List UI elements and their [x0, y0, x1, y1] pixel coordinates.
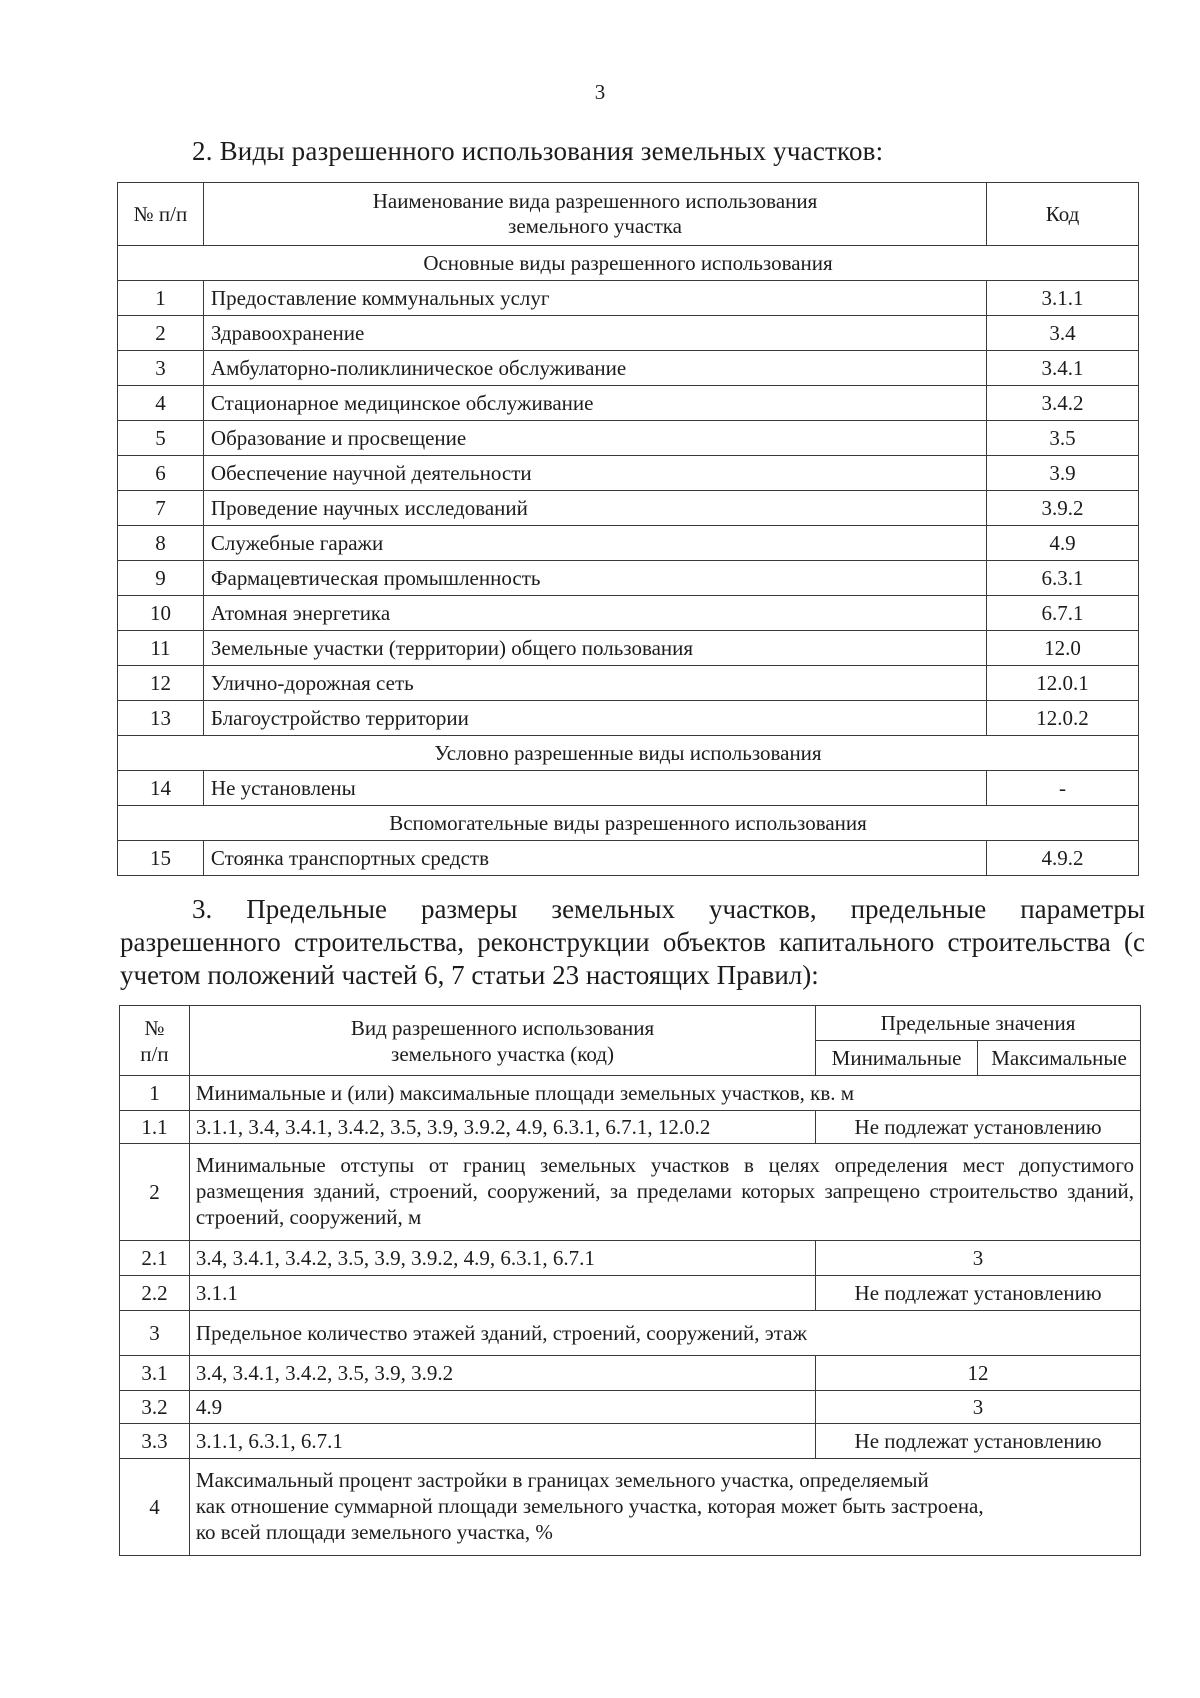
row-num: 13 — [118, 701, 204, 736]
row-name: Атомная энергетика — [203, 596, 986, 631]
table-row — [118, 631, 1139, 666]
row-name: Стоянка транспортных средств — [203, 841, 986, 876]
row-name: Здравоохранение — [203, 316, 986, 351]
row-code: 3.5 — [987, 421, 1139, 456]
limits-table — [119, 1005, 1141, 1556]
row-name: Не установлены — [203, 771, 986, 806]
row-name: Образование и просвещение — [203, 421, 986, 456]
row-name: Проведение научных исследований — [203, 491, 986, 526]
row-text: Минимальные отступы от границ земельных участков в целях определения мест допустимого размещения зданий, строений, сооружений, за пределами которых запрещено строительство зданий, строений, сооружений, м — [189, 1144, 1140, 1241]
row-codes: 3.4, 3.4.1, 3.4.2, 3.5, 3.9, 3.9.2, 4.9, 6.3.1, 6.7.1 — [189, 1241, 815, 1276]
row-code: 3.4.2 — [987, 386, 1139, 421]
table-row — [118, 841, 1139, 876]
table-row — [118, 386, 1139, 421]
row-num: 1 — [120, 1076, 190, 1111]
row-value: Не подлежат установлению — [816, 1111, 1141, 1144]
header-code: Код — [987, 183, 1139, 246]
table-row — [120, 1356, 1141, 1391]
limits-header-num — [120, 1006, 190, 1076]
limits-header-type — [189, 1006, 815, 1076]
table-row — [118, 771, 1139, 806]
table-row — [118, 456, 1139, 491]
table-row — [118, 701, 1139, 736]
row-text-line1: Максимальный процент застройки в границах земельного участка, определяемый — [195, 1468, 929, 1492]
row-num: 11 — [118, 631, 204, 666]
row-num: 2 — [120, 1144, 190, 1241]
row-codes: 4.9 — [189, 1391, 815, 1424]
table-row — [118, 281, 1139, 316]
row-num: 2.2 — [120, 1276, 190, 1311]
limits-header-row-1 — [120, 1006, 1141, 1041]
table-row — [120, 1111, 1141, 1144]
table-row — [120, 1276, 1141, 1311]
page-number: 3 — [594, 80, 606, 104]
row-num: 3 — [118, 351, 204, 386]
limits-header-max: Максимальные — [978, 1041, 1141, 1076]
row-value: Не подлежат установлению — [816, 1276, 1141, 1311]
row-num: 15 — [118, 841, 204, 876]
row-text: Предельное количество этажей зданий, строений, сооружений, этаж — [189, 1311, 1140, 1356]
row-code: 3.4.1 — [987, 351, 1139, 386]
header-name-line2: земельного участка — [508, 214, 682, 238]
header-name — [203, 183, 986, 246]
row-name: Служебные гаражи — [203, 526, 986, 561]
table-row — [120, 1076, 1141, 1111]
row-code: 4.9.2 — [987, 841, 1139, 876]
table-row — [120, 1391, 1141, 1424]
row-name: Фармацевтическая промышленность — [203, 561, 986, 596]
row-num: 1.1 — [120, 1111, 190, 1144]
row-code: 3.9.2 — [987, 491, 1139, 526]
row-value: Не подлежат установлению — [816, 1424, 1141, 1459]
row-text — [189, 1459, 1140, 1556]
row-num: 2.1 — [120, 1241, 190, 1276]
header-name-line1: Наименование вида разрешенного использования — [372, 189, 818, 213]
row-code: 3.9 — [987, 456, 1139, 491]
limits-header-type-line2: земельного участка (код) — [391, 1041, 614, 1066]
row-text-line3: ко всей площади земельного участка, % — [195, 1520, 553, 1544]
row-codes: 3.1.1 — [189, 1276, 815, 1311]
row-code: 12.0 — [987, 631, 1139, 666]
table-row — [118, 666, 1139, 701]
row-name: Улично-дорожная сеть — [203, 666, 986, 701]
table-row — [120, 1311, 1141, 1356]
row-name: Стационарное медицинское обслуживание — [203, 386, 986, 421]
table-row — [118, 561, 1139, 596]
row-name: Предоставление коммунальных услуг — [203, 281, 986, 316]
row-name: Амбулаторно-поликлиническое обслуживание — [203, 351, 986, 386]
row-codes: 3.4, 3.4.1, 3.4.2, 3.5, 3.9, 3.9.2 — [189, 1356, 815, 1391]
limits-header-type-line1: Вид разрешенного использования — [350, 1015, 655, 1040]
row-code: 12.0.2 — [987, 701, 1139, 736]
table-row — [118, 421, 1139, 456]
row-code: 6.3.1 — [987, 561, 1139, 596]
row-code: - — [987, 771, 1139, 806]
row-name: Обеспечение научной деятельности — [203, 456, 986, 491]
limits-header-values: Предельные значения — [816, 1006, 1141, 1041]
row-num: 14 — [118, 771, 204, 806]
row-num: 9 — [118, 561, 204, 596]
row-num: 2 — [118, 316, 204, 351]
table-row — [118, 351, 1139, 386]
row-num: 5 — [118, 421, 204, 456]
table-row — [118, 526, 1139, 561]
group-row-conditional — [118, 736, 1139, 771]
section-2-heading: 2. Виды разрешенного использования земельных участков: — [192, 136, 884, 166]
header-num: № п/п — [118, 183, 204, 246]
row-name: Благоустройство территории — [203, 701, 986, 736]
row-num: 7 — [118, 491, 204, 526]
row-num: 6 — [118, 456, 204, 491]
table-row — [120, 1241, 1141, 1276]
limits-header-min: Минимальные — [816, 1041, 978, 1076]
limits-header-num-line2: п/п — [140, 1041, 169, 1066]
table-row — [118, 316, 1139, 351]
row-name: Земельные участки (территории) общего пользования — [203, 631, 986, 666]
table-row — [118, 491, 1139, 526]
row-codes: 3.1.1, 6.3.1, 6.7.1 — [189, 1424, 815, 1459]
group-title-conditional: Условно разрешенные виды использования — [118, 736, 1139, 771]
row-codes: 3.1.1, 3.4, 3.4.1, 3.4.2, 3.5, 3.9, 3.9.2, 4.9, 6.3.1, 6.7.1, 12.0.2 — [189, 1111, 815, 1144]
section-3-paragraph-line1: 3. Предельные размеры земельных участков, предельные параметры — [192, 894, 1145, 924]
table-header-row — [118, 183, 1139, 246]
group-title-auxiliary: Вспомогательные виды разрешенного использования — [118, 806, 1139, 841]
row-num: 4 — [118, 386, 204, 421]
group-row-auxiliary — [118, 806, 1139, 841]
row-value: 3 — [816, 1391, 1141, 1424]
row-num: 8 — [118, 526, 204, 561]
table-row — [120, 1459, 1141, 1556]
limits-header-num-line1: № — [144, 1015, 165, 1040]
row-num: 10 — [118, 596, 204, 631]
table-row — [118, 596, 1139, 631]
table-row — [120, 1144, 1141, 1241]
row-num: 3.3 — [120, 1424, 190, 1459]
table-row — [120, 1424, 1141, 1459]
row-value: 3 — [816, 1241, 1141, 1276]
row-text-line2: как отношение суммарной площади земельного участка, которая может быть застроена, — [195, 1494, 984, 1518]
row-num: 1 — [118, 281, 204, 316]
group-title-main: Основные виды разрешенного использования — [118, 246, 1139, 281]
section-3-paragraph — [120, 893, 1145, 992]
row-num: 3.1 — [120, 1356, 190, 1391]
row-num: 4 — [120, 1459, 190, 1556]
permitted-use-table — [117, 182, 1139, 876]
row-code: 3.1.1 — [987, 281, 1139, 316]
row-code: 3.4 — [987, 316, 1139, 351]
group-row-main — [118, 246, 1139, 281]
row-code: 12.0.1 — [987, 666, 1139, 701]
row-code: 6.7.1 — [987, 596, 1139, 631]
row-num: 12 — [118, 666, 204, 701]
row-value: 12 — [816, 1356, 1141, 1391]
row-num: 3.2 — [120, 1391, 190, 1424]
row-num: 3 — [120, 1311, 190, 1356]
row-text: Минимальные и (или) максимальные площади земельных участков, кв. м — [189, 1076, 1140, 1111]
section-3-paragraph-rest: разрешенного строительства, реконструкции объектов капитального строительства (с учетом положений частей 6, 7 статьи 23 настоящих Правил): — [120, 927, 1145, 990]
row-code: 4.9 — [987, 526, 1139, 561]
